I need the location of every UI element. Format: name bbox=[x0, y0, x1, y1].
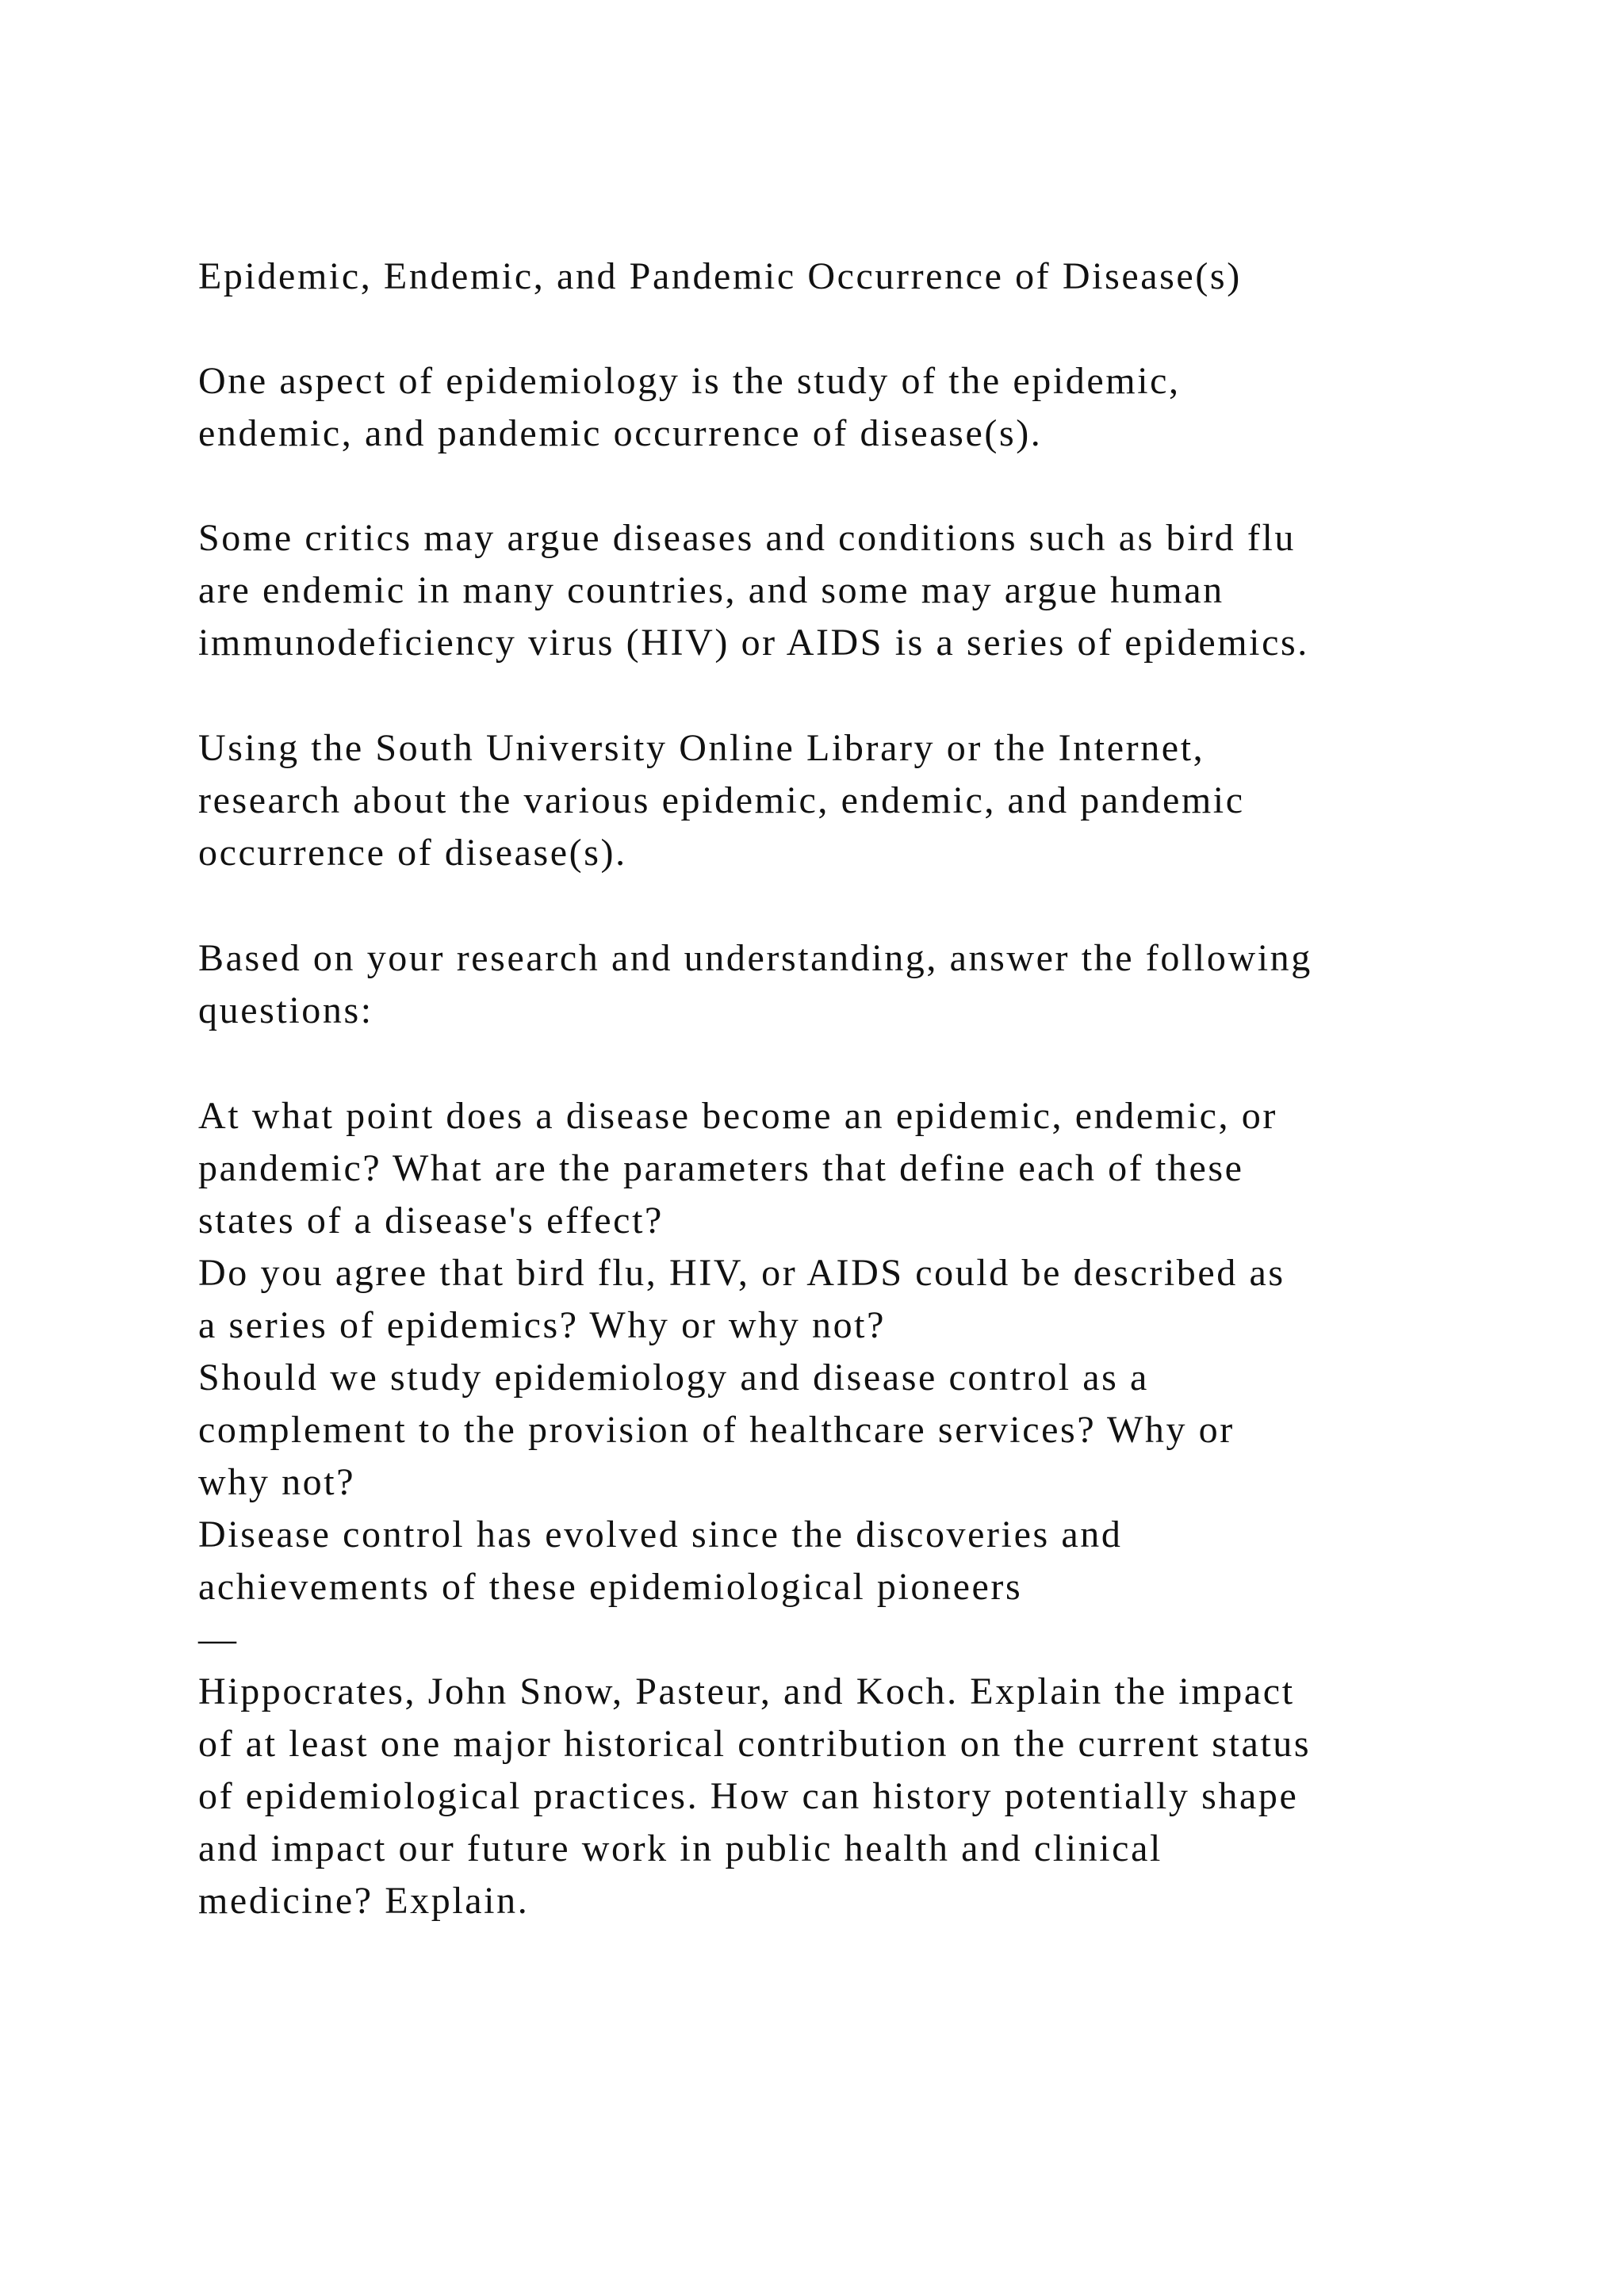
dash-line: — bbox=[198, 1618, 239, 1660]
question-line: achievements of these epidemiological pioneers bbox=[198, 1566, 1023, 1608]
paragraph-line: Using the South University Online Library or the Internet, bbox=[198, 727, 1205, 769]
instructions-paragraph bbox=[198, 932, 1467, 1037]
question-line: states of a disease's effect? bbox=[198, 1200, 664, 1242]
paragraph-line: are endemic in many countries, and some may argue human bbox=[198, 569, 1224, 611]
question-line: At what point does a disease become an epidemic, endemic, or bbox=[198, 1095, 1277, 1137]
document-title bbox=[198, 251, 1467, 303]
paragraph-line: questions: bbox=[198, 989, 373, 1031]
question-line: of at least one major historical contribution on the current status bbox=[198, 1723, 1312, 1765]
paragraph-line: Based on your research and understanding, answer the following bbox=[198, 937, 1312, 979]
intro-paragraph bbox=[198, 355, 1467, 460]
question-line: why not? bbox=[198, 1461, 356, 1503]
question-line: a series of epidemics? Why or why not? bbox=[198, 1304, 887, 1346]
question-line: Should we study epidemiology and disease control as a bbox=[198, 1357, 1149, 1399]
question-line: pandemic? What are the parameters that define each of these bbox=[198, 1147, 1244, 1189]
question-line: and impact our future work in public health and clinical bbox=[198, 1827, 1162, 1869]
research-paragraph bbox=[198, 722, 1467, 879]
question-line: Disease control has evolved since the discoveries and bbox=[198, 1513, 1123, 1556]
question-line: medicine? Explain. bbox=[198, 1880, 530, 1922]
paragraph-line: One aspect of epidemiology is the study of the epidemic, bbox=[198, 360, 1181, 402]
paragraph-line: immunodeficiency virus (HIV) or AIDS is a series of epidemics. bbox=[198, 622, 1309, 664]
critics-paragraph bbox=[198, 512, 1467, 669]
paragraph-line: research about the various epidemic, endemic, and pandemic bbox=[198, 779, 1245, 821]
paragraph-line: endemic, and pandemic occurrence of disease(s). bbox=[198, 412, 1043, 454]
question-line: complement to the provision of healthcare services? Why or bbox=[198, 1409, 1235, 1451]
question-line: Do you agree that bird flu, HIV, or AIDS could be described as bbox=[198, 1252, 1285, 1294]
title-line: Epidemic, Endemic, and Pandemic Occurrence of Disease(s) bbox=[198, 255, 1242, 297]
paragraph-line: occurrence of disease(s). bbox=[198, 832, 627, 874]
questions-list bbox=[198, 1090, 1467, 1927]
paragraph-line: Some critics may argue diseases and conditions such as bird flu bbox=[198, 517, 1296, 559]
question-line: Hippocrates, John Snow, Pasteur, and Koch. Explain the impact bbox=[198, 1670, 1295, 1712]
question-line: of epidemiological practices. How can history potentially shape bbox=[198, 1775, 1299, 1817]
